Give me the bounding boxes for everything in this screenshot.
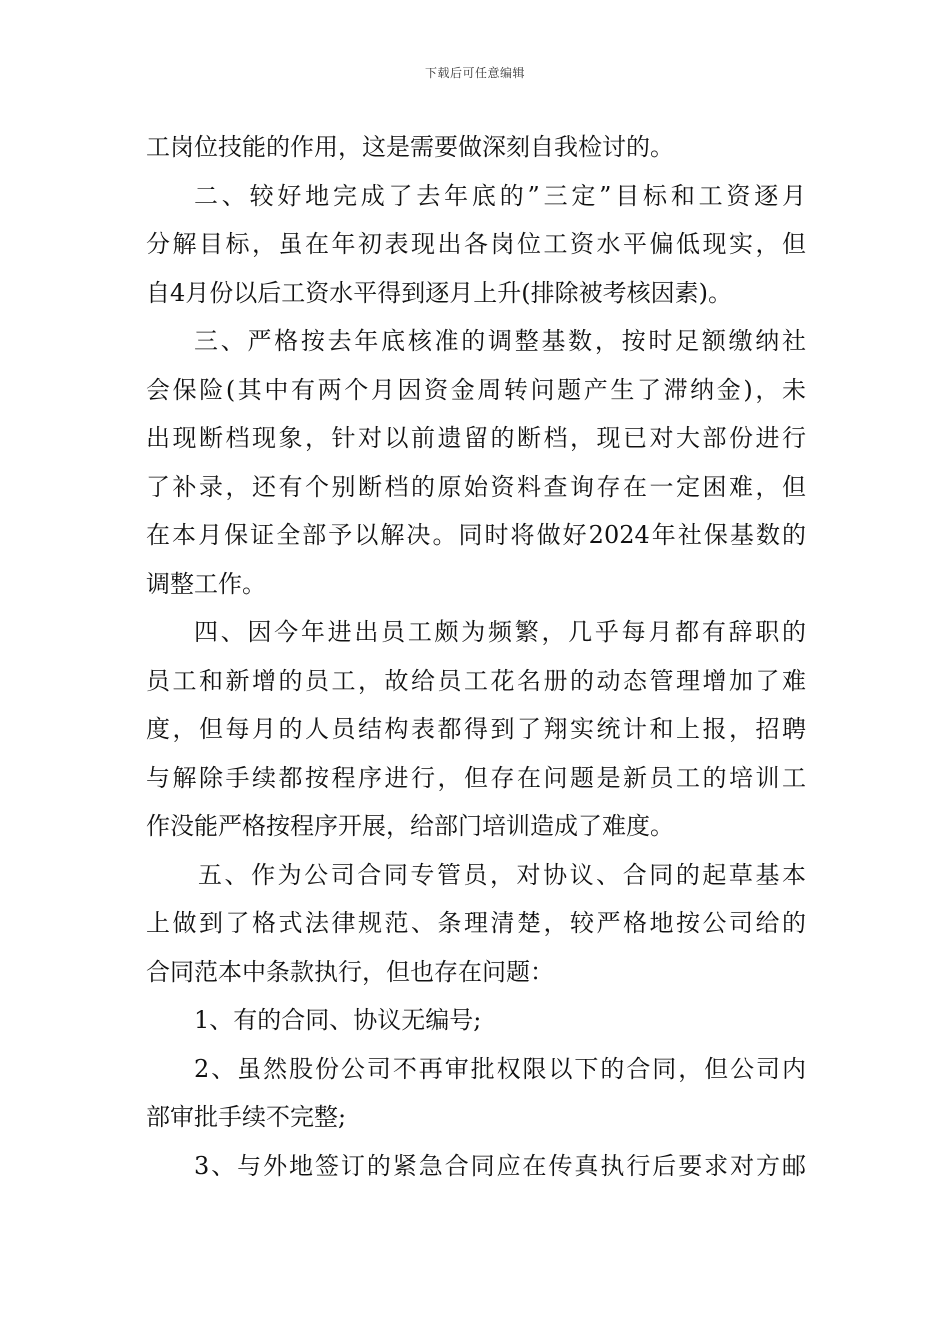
page-header: 下载后可任意编辑 xyxy=(424,66,525,80)
text-line-19: 1、有的合同、协议无编号; xyxy=(194,1006,482,1034)
text-line-15: 作没能严格按程序开展，给部门培训造成了难度。 xyxy=(146,812,674,840)
text-line-4: 自4月份以后工资水平得到逐月上升(排除被考核因素)。 xyxy=(146,278,732,307)
text-line-20: 2、虽然股份公司不再审批权限以下的合同，但公司内 xyxy=(194,1054,806,1083)
text-line-2: 二、较好地完成了去年底的”三定”目标和工资逐月 xyxy=(194,181,806,210)
text-line-13: 度，但每月的人员结构表都得到了翔实统计和上报，招聘 xyxy=(146,715,806,743)
text-line-14: 与解除手续都按程序进行，但存在问题是新员工的培训工 xyxy=(146,763,806,792)
text-line-18: 合同范本中条款执行，但也存在问题： xyxy=(146,957,554,986)
text-line-22: 3、与外地签订的紧急合同应在传真执行后要求对方邮 xyxy=(194,1151,806,1180)
text-line-10: 调整工作。 xyxy=(146,569,266,598)
text-line-6: 会保险(其中有两个月因资金周转问题产生了滞纳金)，未 xyxy=(146,375,806,404)
text-line-8: 了补录，还有个别断档的原始资料查询存在一定困难，但 xyxy=(146,472,806,501)
text-line-17: 上做到了格式法律规范、条理清楚，较严格地按公司给的 xyxy=(146,909,806,937)
text-line-1: 工岗位技能的作用，这是需要做深刻自我检讨的。 xyxy=(146,133,674,161)
text-line-3: 分解目标，虽在年初表现出各岗位工资水平偏低现实，但 xyxy=(146,230,806,258)
text-line-12: 员工和新增的员工，故给员工花名册的动态管理增加了难 xyxy=(146,666,806,695)
document-body xyxy=(146,123,806,1190)
text-line-9: 在本月保证全部予以解决。同时将做好2024年社保基数的 xyxy=(146,521,806,549)
text-line-21: 部审批手续不完整; xyxy=(146,1103,347,1131)
text-line-16: 五、作为公司合同专管员，对协议、合同的起草基本 xyxy=(198,860,806,889)
text-line-11: 四、因今年进出员工颇为频繁，几乎每月都有辞职的 xyxy=(194,618,806,646)
text-line-5: 三、严格按去年底核准的调整基数，按时足额缴纳社 xyxy=(194,327,806,355)
text-line-7: 出现断档现象，针对以前遗留的断档，现已对大部份进行 xyxy=(146,424,806,452)
